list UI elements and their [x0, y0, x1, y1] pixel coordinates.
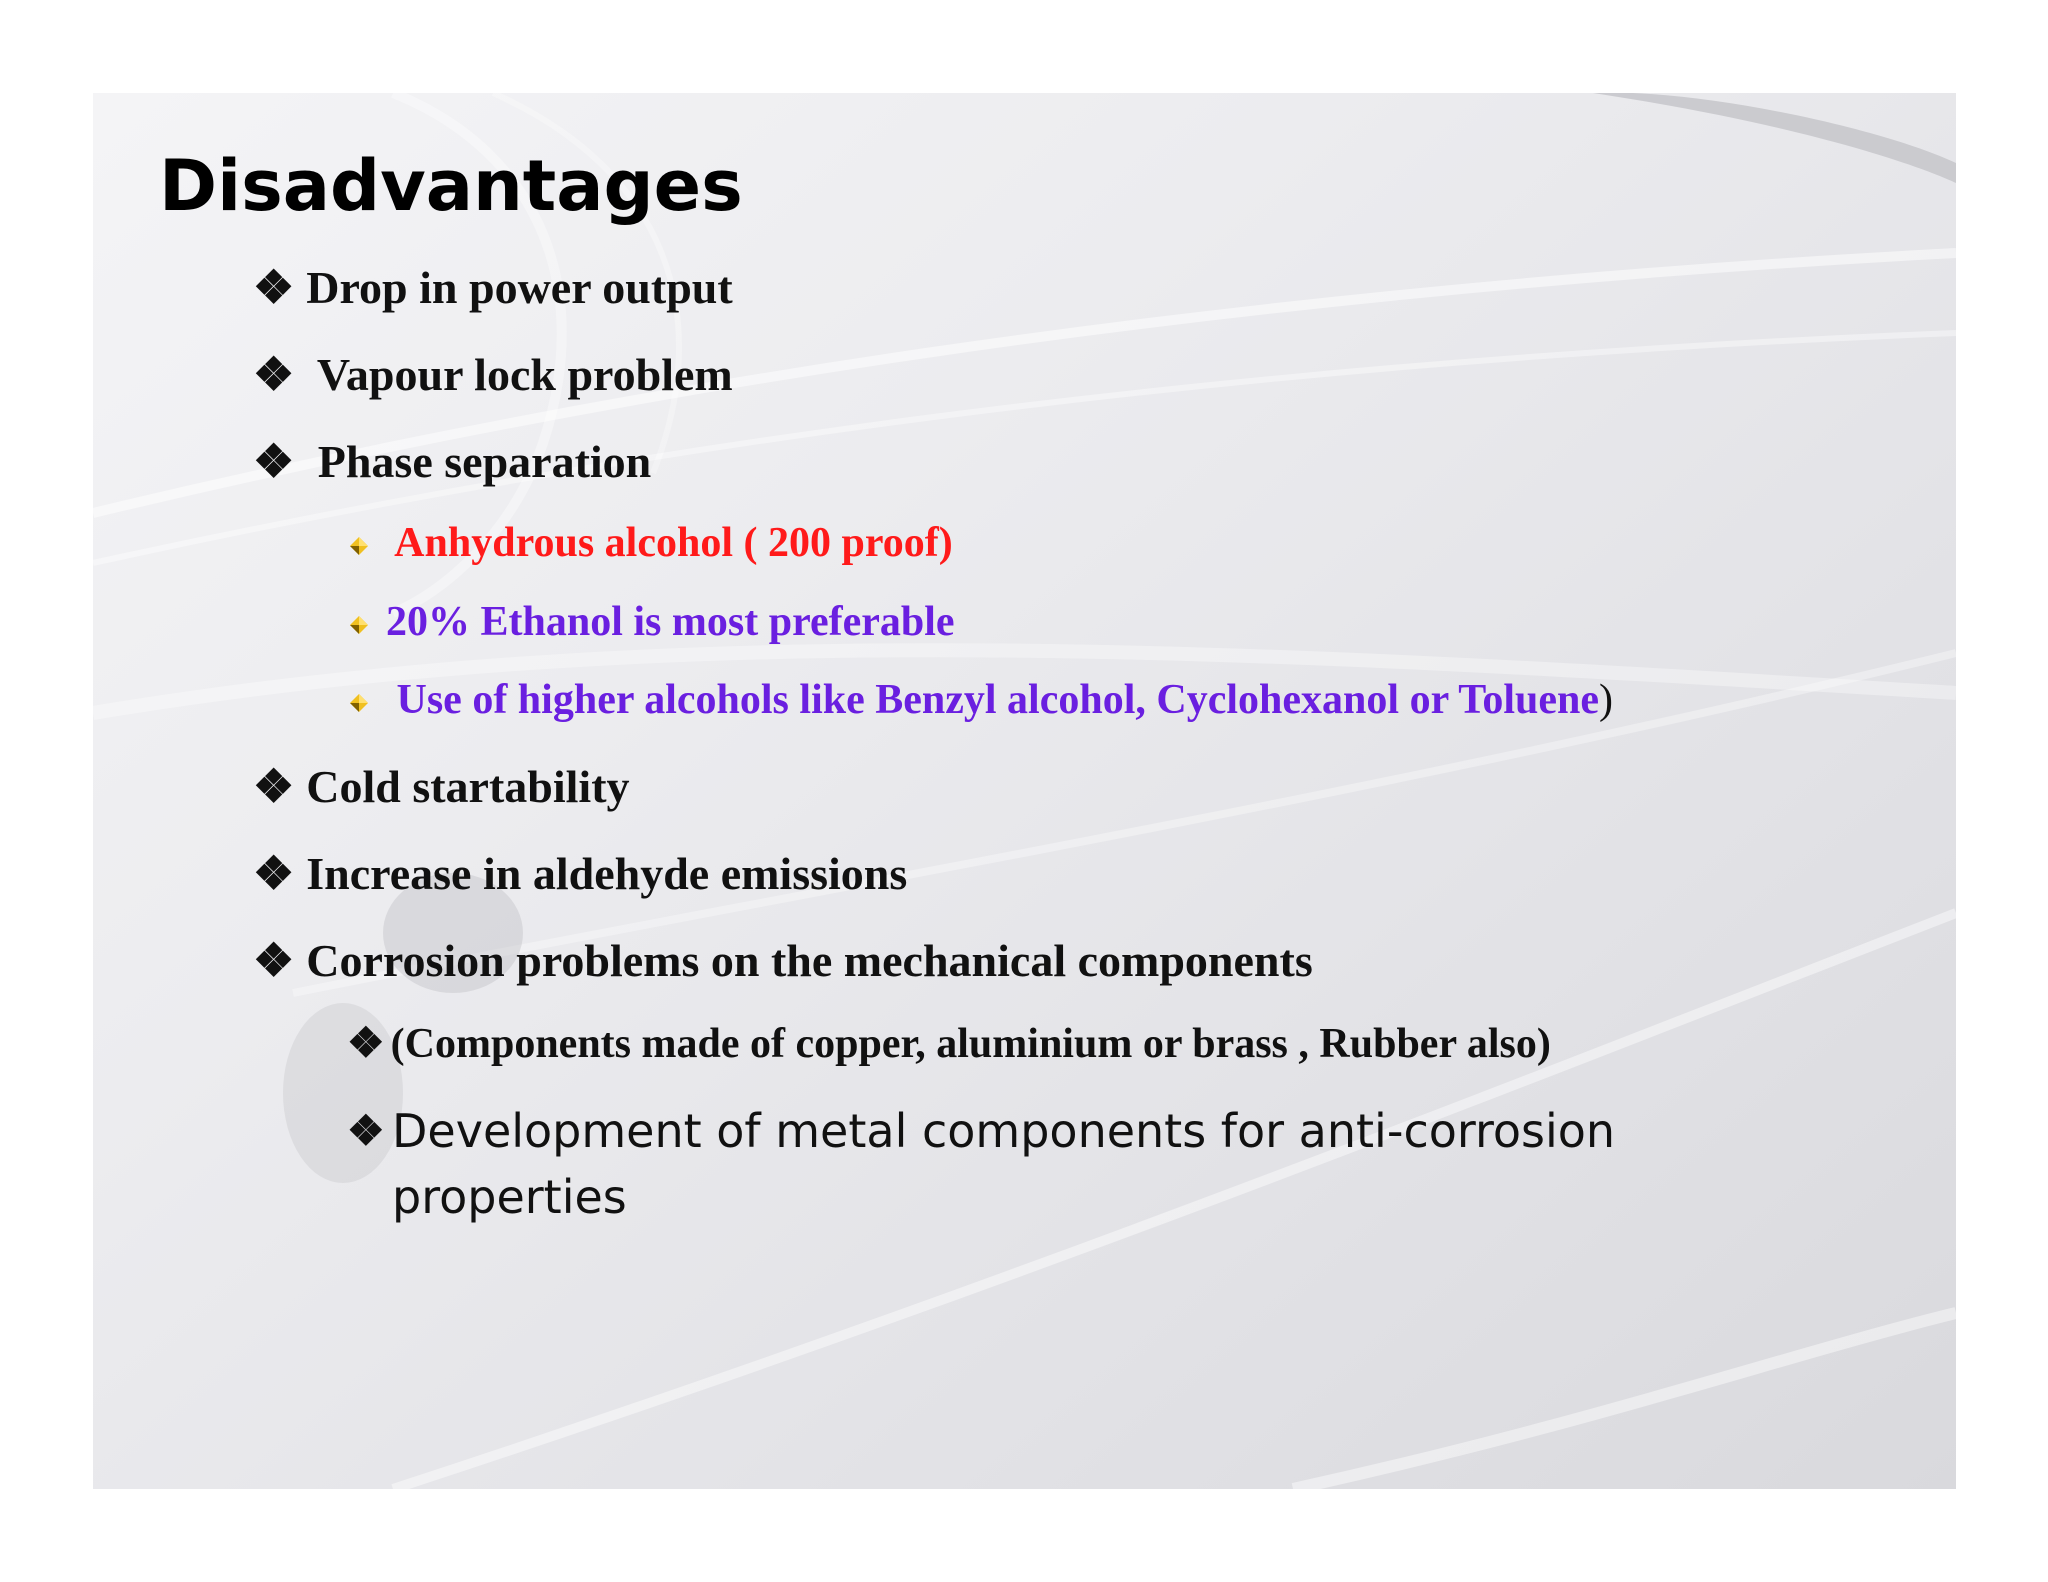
- diamond-bullet-icon: ❖: [347, 1021, 385, 1067]
- diamond-bullet-icon: ❖: [253, 935, 295, 986]
- bullet-text: Phase separation: [306, 436, 652, 487]
- bullet-drop-in-power: [253, 260, 733, 314]
- slide-title: Disadvantages: [159, 145, 743, 227]
- slide: [93, 93, 1956, 1489]
- sub-bullet-ethanol: [348, 598, 955, 646]
- diamond-bullet-icon: ❖: [253, 436, 295, 487]
- diamond-bullet-icon: ❖: [253, 848, 295, 899]
- diamond-bullet-icon: ❖: [347, 1109, 385, 1155]
- bullet-vapour-lock: [253, 347, 733, 401]
- bullet-text: Cold startability: [306, 761, 630, 812]
- bullet-aldehyde: [253, 846, 907, 900]
- sub-bullet-text: Development of metal components for anti-corrosion properties: [392, 1104, 1616, 1224]
- bullet-cold-startability: [253, 759, 630, 813]
- bullet-corrosion: [253, 933, 1313, 987]
- bullet-phase-separation: [253, 434, 651, 488]
- sub-bullet-components: [347, 1018, 1551, 1068]
- gold-diamond-icon: [348, 535, 370, 557]
- diamond-bullet-icon: ❖: [253, 349, 295, 400]
- sub-bullet-text: 20% Ethanol is most preferable: [386, 599, 955, 645]
- bullet-text: Increase in aldehyde emissions: [306, 848, 908, 899]
- sub-bullet-text: Anhydrous alcohol ( 200 proof): [386, 520, 953, 566]
- sub-bullet-anhydrous: [348, 519, 953, 567]
- bullet-text: Corrosion problems on the mechanical components: [306, 935, 1313, 986]
- sub-bullet-text: Use of higher alcohols like Benzyl alcohol, Cyclohexanol or Toluene: [386, 677, 1600, 723]
- sub-bullet-tail: ): [1599, 677, 1614, 723]
- gold-diamond-icon: [348, 614, 370, 636]
- diamond-bullet-icon: ❖: [253, 262, 295, 313]
- bullet-text: Vapour lock problem: [306, 349, 733, 400]
- sub-bullet-text: (Components made of copper, aluminium or brass , Rubber also): [390, 1021, 1551, 1067]
- diamond-bullet-icon: ❖: [253, 761, 295, 812]
- bullet-text: Drop in power output: [306, 262, 733, 313]
- gold-diamond-icon: [348, 692, 370, 714]
- sub-bullet-development: [347, 1098, 1747, 1230]
- sub-bullet-higher-alcohols: [348, 676, 1613, 724]
